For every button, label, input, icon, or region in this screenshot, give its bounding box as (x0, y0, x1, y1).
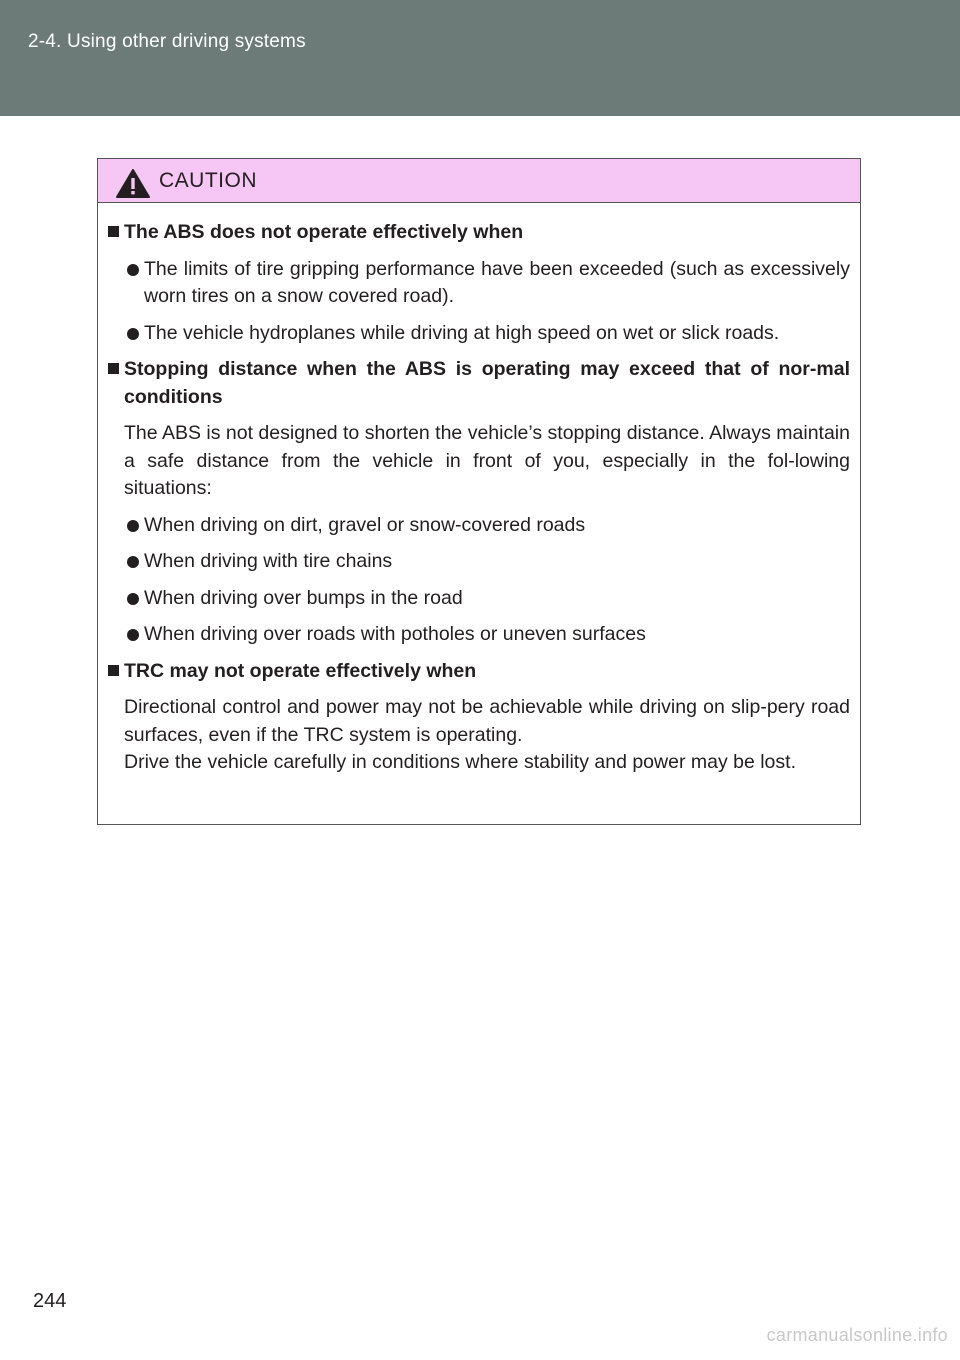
list-item: When driving over bumps in the road (108, 585, 850, 613)
section-heading-stopping-distance: Stopping distance when the ABS is operating may exceed that of nor-mal conditions (108, 356, 850, 411)
caution-body (98, 203, 860, 777)
caution-header (98, 159, 860, 203)
round-bullet-icon (127, 328, 139, 340)
square-bullet-icon (108, 665, 119, 676)
watermark: carmanualsonline.info (766, 1325, 948, 1345)
round-bullet-icon (127, 593, 139, 605)
paragraph: The ABS is not designed to shorten the vehicle’s stopping distance. Always maintain a safe distance from the vehicle in front of you, especially in the fol-lowing situations: (124, 422, 850, 499)
caution-label: CAUTION (159, 169, 257, 192)
section-title: 2-4. Using other driving systems (28, 31, 306, 52)
round-bullet-icon (127, 556, 139, 568)
list-item: When driving with tire chains (108, 548, 850, 576)
round-bullet-icon (127, 264, 139, 276)
list-item: When driving on dirt, gravel or snow-covered roads (108, 512, 850, 540)
list-item: The limits of tire gripping performance have been exceeded (such as excessively worn tires on a snow covered road). (108, 256, 850, 311)
square-bullet-icon (108, 363, 119, 374)
section-header-band (0, 0, 960, 116)
round-bullet-icon (127, 629, 139, 641)
list-item: The vehicle hydroplanes while driving at high speed on wet or slick roads. (108, 320, 850, 348)
square-bullet-icon (108, 226, 119, 237)
list-item: When driving over roads with potholes or uneven surfaces (108, 621, 850, 649)
round-bullet-icon (127, 520, 139, 532)
warning-triangle-icon (115, 168, 151, 199)
paragraph: Drive the vehicle carefully in conditions where stability and power may be lost. (124, 751, 796, 773)
page-number: 244 (33, 1290, 67, 1312)
caution-box (97, 158, 861, 825)
section-heading-abs-ineffective: The ABS does not operate effectively when (108, 219, 850, 247)
section-heading-trc-ineffective: TRC may not operate effectively when (108, 658, 850, 686)
paragraph: Directional control and power may not be achievable while driving on slip-pery road surfaces, even if the TRC system is operating. (124, 696, 850, 746)
